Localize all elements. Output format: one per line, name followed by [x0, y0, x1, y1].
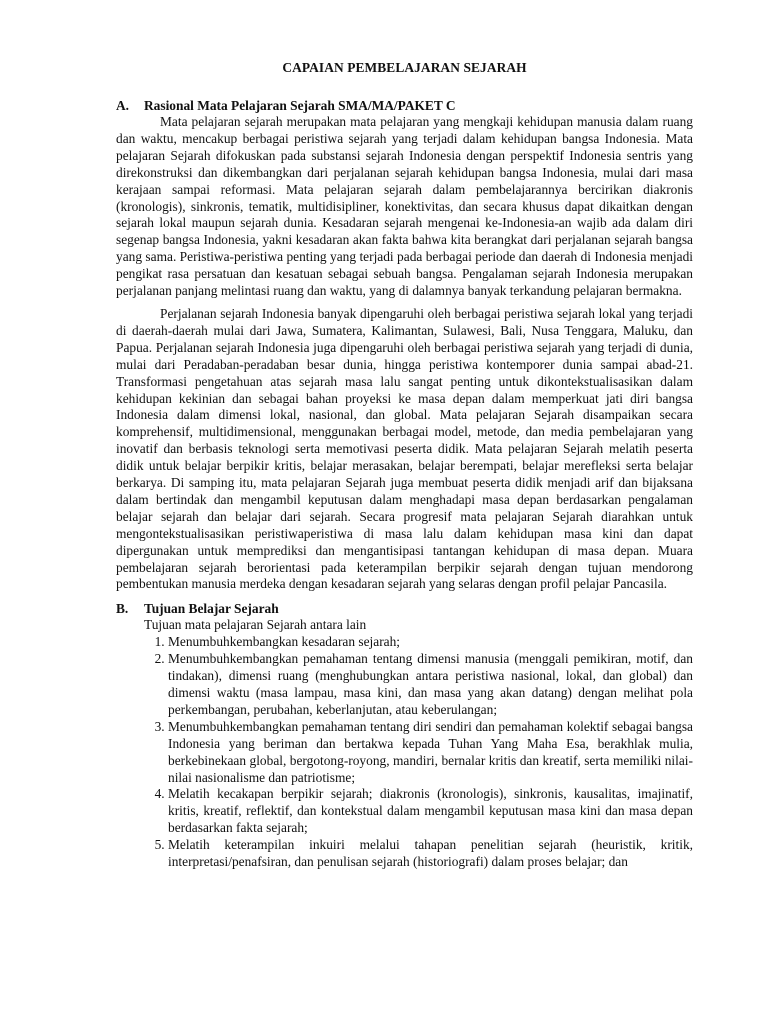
section-b-label: B. — [116, 601, 129, 617]
section-b-title: Tujuan Belajar Sejarah — [144, 601, 279, 617]
document-title: CAPAIAN PEMBELAJARAN SEJARAH — [282, 60, 527, 75]
list-item: 3. Menumbuhkembangkan pemahaman tentang diri sendiri dan pemahaman kolektif sebagai bangsa Indonesia yang beriman dan bertakwa kepada Tuhan Yang Maha Esa, berakhlak mulia, berkebinekaan global, bergotong-royong, mandiri, bernalar kritis dan kreatif, serta memiliki nilai-nilai nasionalisme dan patriotisme; — [168, 719, 693, 787]
list-item: 4. Melatih kecakapan berpikir sejarah; diakronis (kronologis), sinkronis, kausalitas, imajinatif, kritis, kreatif, reflektif, dan kontekstual dalam mengambil keputusan masa kini dan masa depan berdasarkan fakta sejarah; — [168, 786, 693, 837]
section-a-label: A. — [116, 98, 130, 113]
section-a-title: Rasional Mata Pelajaran Sejarah SMA/MA/PAKET C — [144, 98, 456, 113]
section-b-heading — [116, 601, 693, 617]
section-a-paragraph-2: Perjalanan sejarah Indonesia banyak dipengaruhi oleh berbagai peristiwa sejarah lokal yang terjadi di daerah-daerah mulai dari Jawa, Sumatera, Kalimantan, Sulawesi, Bali, Nusa Tenggara, Maluku, dan Papua. Perjalanan sejarah Indonesia juga dipengaruhi oleh berbagai peristiwa sejarah yang terjadi di dunia, mulai dari Peradaban-peradaban besar dunia, hingga peristiwa kontemporer dunia sampai abad-21. Transformasi pengetahuan atas sejarah masa lalu sangat penting untuk dikontekstualisasikan dalam kehidupan kekinian dan sebagai bahan proyeksi ke masa depan dalam memperkuat jati diri bangsa Indonesia dalam dimensi lokal, nasional, dan global. Mata pelajaran Sejarah disampaikan secara komprehensif, multidimensional, menggunakan berbagai model, metode, dan media pembelajaran yang inovatif dan berbasis teknologi serta memotivasi peserta didik. Mata pelajaran Sejarah melatih peserta didik untuk belajar berpikir kritis, belajar merasakan, belajar berempati, belajar merefleksi serta belajar berkarya. Di samping itu, mata pelajaran Sejarah juga membuat peserta didik menjadi arif dan bijaksana dalam bertindak dan mengambil keputusan dalam menghadapi masa depan berdasarkan pengalaman belajar sejarah dan belajar dari sejarah. Secara progresif mata pelajaran Sejarah diarahkan untuk mengontekstualisasikan peristiwaperistiwa di masa lalu dalam kehidupan masa kini dan dapat dipergunakan untuk memprediksi dan mengantisipasi tantangan kehidupan di masa depan. Muara pembelajaran sejarah berorientasi pada keterampilan berpikir sejarah dengan tujuan mendorong pembentukan manusia merdeka dengan kesadaran sejarah yang selaras dengan profil pelajar Pancasila. — [116, 305, 693, 592]
goals-list — [116, 634, 693, 871]
section-a — [116, 98, 693, 593]
list-item: 1. Menumbuhkembangkan kesadaran sejarah; — [168, 634, 693, 651]
list-item: 5. Melatih keterampilan inkuiri melalui tahapan penelitian sejarah (heuristik, kritik, interpretasi/penafsiran, dan penulisan sejarah (historiografi) dalam proses belajar; dan — [168, 837, 693, 871]
section-a-paragraph-1: Mata pelajaran sejarah merupakan mata pelajaran yang mengkaji kehidupan manusia dalam ruang dan waktu, mencakup berbagai peristiwa sejarah yang terjadi dalam kehidupan bangsa Indonesia. Mata pelajaran Sejarah difokuskan pada substansi sejarah Indonesia dengan perspektif Indonesia sentris yang direkonstruksi dan dikembangkan dari perjalanan sejarah kehidupan bangsa Indonesia, mulai dari masa kerajaan sampai reformasi. Mata pelajaran sejarah dalam pembelajarannya bercirikan diakronis (kronologis), sinkronis, tematik, multidisipliner, konektivitas, dan secara khusus dapat dikaitkan dengan sejarah lokal maupun sejarah dunia. Kesadaran sejarah mengenai ke-Indonesia-an wajib ada dalam diri segenap bangsa Indonesia, yakni kesadaran akan fakta bahwa kita berangkat dari perjalanan sejarah bangsa yang sama. Peristiwa-peristiwa penting yang terjadi pada berbagai periode dan daerah di Indonesia menjadi pengikat rasa persatuan dan kesatuan sebagai sebuah bangsa. Pengalaman sejarah Indonesia merupakan perjalanan panjang melintasi ruang dan waktu, yang di dalamnya banyak terkandung pelajaran bermakna. — [116, 114, 693, 299]
section-b — [116, 601, 693, 871]
list-item: 2. Menumbuhkembangkan pemahaman tentang dimensi manusia (menggali pemikiran, motif, dan tindakan), dimensi ruang (menghubungkan antara peristiwa nasional, lokal, dan global) dan dimensi waktu (masa lampau, masa kini, dan masa yang akan datang) dengan melihat pola perkembangan, perubahan, keberlanjutan, atau keberulangan; — [168, 651, 693, 719]
section-a-heading — [116, 98, 693, 114]
section-b-intro: Tujuan mata pelajaran Sejarah antara lain — [144, 617, 367, 633]
